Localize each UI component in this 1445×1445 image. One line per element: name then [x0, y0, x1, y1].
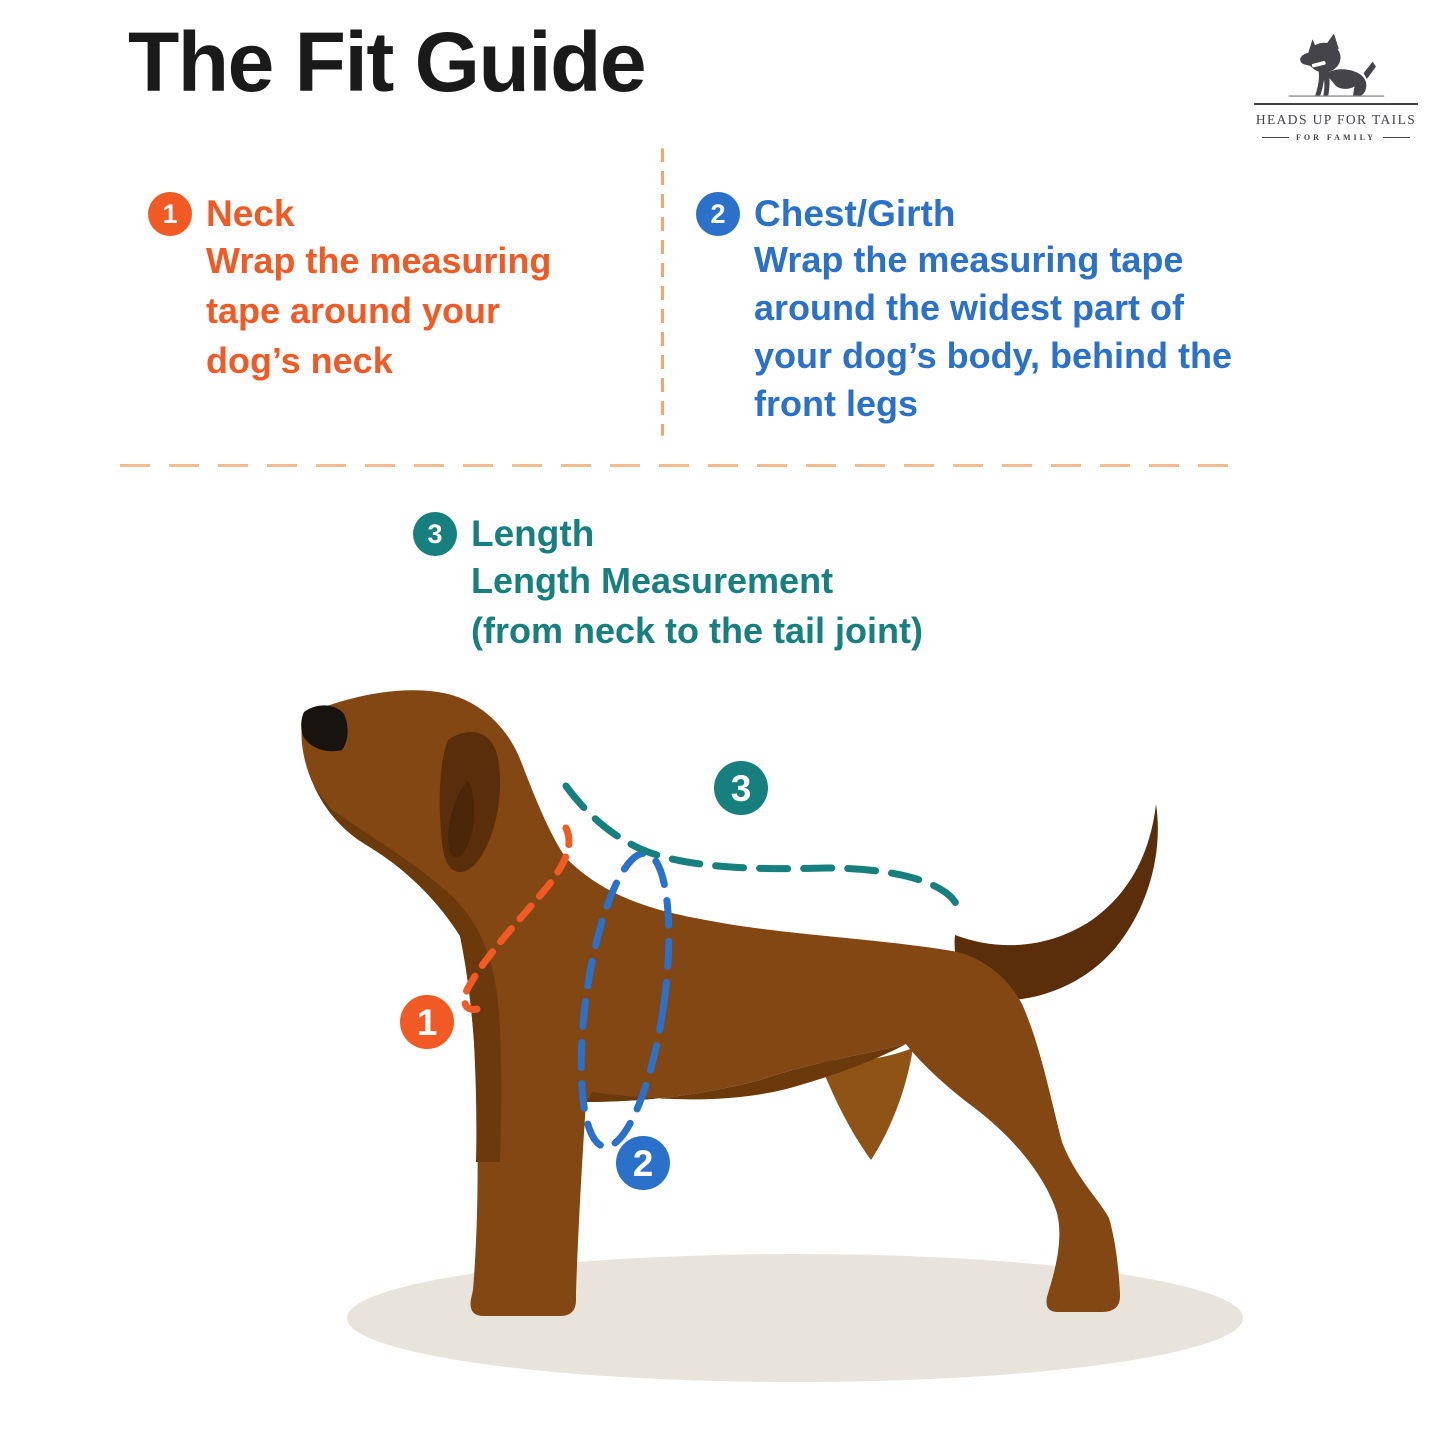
- page-title: The Fit Guide: [128, 15, 646, 109]
- section-girth-line: your dog’s body, behind the: [754, 335, 1232, 376]
- section-girth-line: Wrap the measuring tape: [754, 239, 1184, 280]
- section-neck-heading: Neck: [206, 193, 295, 234]
- diagram-badge-1: [400, 995, 454, 1049]
- step-badge-3: 3: [413, 512, 457, 556]
- section-girth-line: front legs: [754, 383, 919, 424]
- brand-tagline: FOR FAMILY: [1254, 133, 1418, 142]
- section-neck-line: dog’s neck: [206, 340, 393, 381]
- section-length-line: (from neck to the tail joint): [471, 610, 924, 651]
- brand-name: HEADS UP FOR TAILS: [1254, 103, 1418, 128]
- section-neck-line: tape around your: [206, 290, 501, 331]
- step-badge-2: 2: [696, 192, 740, 236]
- step-badge-1: 1: [148, 192, 192, 236]
- section-length-line: Length Measurement: [471, 560, 834, 601]
- section-length-heading: Length: [471, 513, 595, 554]
- svg-text:2: 2: [632, 1143, 654, 1184]
- length-measure-line: [566, 786, 958, 916]
- svg-text:1: 1: [416, 1002, 438, 1043]
- svg-text:3: 3: [730, 768, 752, 809]
- diagram-badge-2: [616, 1136, 670, 1190]
- section-girth-heading: Chest/Girth: [754, 193, 956, 234]
- section-neck-line: Wrap the measuring: [206, 240, 552, 281]
- diagram-badge-3: [714, 761, 768, 815]
- section-girth-line: around the widest part of: [754, 287, 1185, 328]
